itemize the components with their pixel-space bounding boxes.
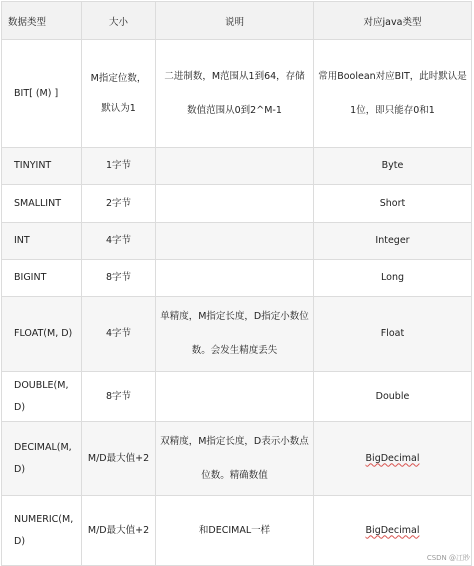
cell-type: SMALLINT <box>2 185 82 223</box>
table-row <box>2 223 472 260</box>
cell-size: M指定位数，默认为1 <box>82 40 156 148</box>
table-row <box>2 185 472 223</box>
cell-type: INT <box>2 223 82 260</box>
cell-description <box>156 372 314 422</box>
cell-java-type <box>314 422 472 496</box>
cell-java-type: Integer <box>314 223 472 260</box>
java-type-text: BigDecimal <box>365 452 420 464</box>
cell-type: FLOAT(M, D) <box>2 297 82 372</box>
cell-size: 1字节 <box>82 148 156 185</box>
cell-type: BIT[ (M) ] <box>2 40 82 148</box>
cell-size: 8字节 <box>82 372 156 422</box>
cell-size: 8字节 <box>82 260 156 297</box>
table-row <box>2 422 472 496</box>
cell-java-type: 常用Boolean对应BIT，此时默认是1位，即只能存0和1 <box>314 40 472 148</box>
cell-java-type: Double <box>314 372 472 422</box>
header-type: 数据类型 <box>2 2 82 40</box>
cell-description: 双精度，M指定长度，D表示小数点位数。精确数值 <box>156 422 314 496</box>
cell-description: 单精度，M指定长度，D指定小数位数。会发生精度丢失 <box>156 297 314 372</box>
table-row <box>2 496 472 566</box>
cell-size: M/D最大值+2 <box>82 422 156 496</box>
table-row <box>2 148 472 185</box>
cell-description <box>156 185 314 223</box>
cell-size: 2字节 <box>82 185 156 223</box>
cell-description: 和DECIMAL一样 <box>156 496 314 566</box>
table-row <box>2 40 472 148</box>
cell-type: TINYINT <box>2 148 82 185</box>
table-row <box>2 372 472 422</box>
cell-type: DOUBLE(M, D) <box>2 372 82 422</box>
header-size: 大小 <box>82 2 156 40</box>
cell-description <box>156 148 314 185</box>
cell-size: 4字节 <box>82 223 156 260</box>
cell-java-type: Long <box>314 260 472 297</box>
header-description: 说明 <box>156 2 314 40</box>
cell-type: DECIMAL(M, D) <box>2 422 82 496</box>
cell-size: 4字节 <box>82 297 156 372</box>
header-java-type: 对应java类型 <box>314 2 472 40</box>
mysql-type-table <box>1 1 472 566</box>
cell-java-type: Float <box>314 297 472 372</box>
watermark: CSDN @冮眇 <box>426 554 470 562</box>
table-row <box>2 260 472 297</box>
java-type-text: BigDecimal <box>365 524 420 536</box>
cell-description: 二进制数，M范围从1到64，存储数值范围从0到2^M-1 <box>156 40 314 148</box>
cell-description <box>156 223 314 260</box>
cell-java-type: Short <box>314 185 472 223</box>
table-row <box>2 297 472 372</box>
cell-java-type: Byte <box>314 148 472 185</box>
cell-size: M/D最大值+2 <box>82 496 156 566</box>
cell-type: BIGINT <box>2 260 82 297</box>
header-row <box>2 2 472 40</box>
cell-type: NUMERIC(M, D) <box>2 496 82 566</box>
cell-description <box>156 260 314 297</box>
